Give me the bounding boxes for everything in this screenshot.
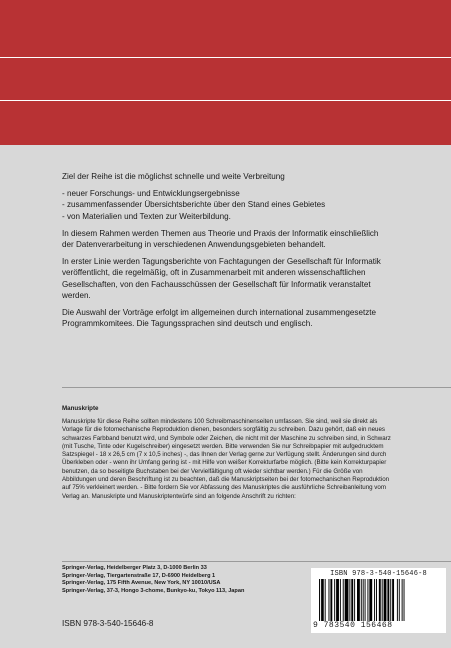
- barcode-bar: [329, 579, 330, 621]
- barcode-bar: [376, 579, 377, 621]
- section-divider: [62, 561, 451, 562]
- isbn-text: ISBN 978-3-540-15646-8: [62, 619, 154, 628]
- barcode-bar: [345, 579, 349, 621]
- barcode-bar: [330, 579, 332, 621]
- band-stripe: [0, 100, 451, 101]
- barcode-bar: [351, 579, 353, 621]
- barcode-bar: [334, 579, 335, 621]
- barcode-bar: [404, 579, 405, 621]
- barcode-bar: [390, 579, 391, 621]
- section-divider: [62, 387, 451, 388]
- goal-item: - neuer Forschungs- und Entwicklungsergebnisse: [62, 189, 240, 199]
- address-line: Springer-Verlag, 175 Fifth Avenue, New York, NY 10010/USA: [62, 580, 221, 587]
- manuscripts-heading: Manuskripte: [62, 405, 99, 412]
- barcode-bar: [379, 579, 381, 621]
- barcode-bars: [319, 579, 439, 621]
- barcode-bar: [369, 579, 372, 621]
- paragraph-proceedings: In erster Linie werden Tagungsberichte von Fachtagungen der Gesellschaft für Informatik veröffentlicht, die regelmäßig, oft in Zusammenarbeit mit anderen wissenschaftlichen Gesellschaften, von den Fachausschüssen der Gesellschaft für Informatik veranstaltet werden.: [62, 257, 381, 300]
- barcode-bar: [387, 579, 389, 621]
- barcode-bar: [365, 579, 366, 621]
- barcode-bar: [319, 579, 320, 621]
- barcode-digits: 9 783540 156468: [313, 621, 393, 630]
- barcode-bar: [361, 579, 362, 621]
- band-stripe: [0, 57, 451, 58]
- cover-red-band: [0, 0, 451, 145]
- barcode-bar: [322, 579, 324, 621]
- barcode-bar: [382, 579, 383, 621]
- barcode-bar: [343, 579, 344, 621]
- barcode-bar: [336, 579, 339, 621]
- barcode-bar: [354, 579, 355, 621]
- barcode-bar: [340, 579, 341, 621]
- manuscripts-body: Manuskripte für diese Reihe sollten mindestens 100 Schreibmaschinenseiten umfassen. Sie sind, weil sie direkt als Vorlage für die fotomechanische Reproduktion dienen, besonders sorgfältig zu schreiben. Dazu gehört, daß ein neues schwarzes Farbband benutzt wird, und Symbole oder Zeichen, die nicht mit der Maschine zu schreiben sind, in Schwarz (mit Tusche, Tinte oder Kugelschreiber) eingesetzt werden. Bitte verwenden Sie nur Schreibpapier mit aufgedrucktem Satzspiegel - 18 x 26,5 cm (7 x 10,5 inches) -, das Ihnen der Verlag gerne zur Verfügung stellt. Änderungen sind durch Überkleben oder - wenn ihr Umfang gering ist - mit Hilfe von weißer Korrekturfarbe möglich. (Bitte kein Korrekturpapier benutzen, da so beseitigte Buchstaben bei der Vervielfältigung oft wieder sichtbar werden.) Für die Größe von Abbildungen und deren Beschriftung ist zu beachten, daß die Manuskriptseiten bei der fotomechanischen Reproduktion auf 75% verkleinert werden. - Bitte fordern Sie vor Abfassung des Manuskriptes die ausführliche Schreibanleitung vom Verlag an. Manuskripte und Manuskriptentwürfe sind an folgende Anschrift zu richten:: [62, 418, 391, 500]
- address-line: Springer-Verlag, Tiergartenstraße 17, D-6900 Heidelberg 1: [62, 572, 216, 579]
- series-description: [62, 171, 387, 335]
- barcode-bar: [402, 579, 403, 621]
- barcode-bar: [325, 579, 326, 621]
- barcode-bar: [367, 579, 368, 621]
- publisher-addresses: [62, 565, 312, 595]
- barcode-bar: [357, 579, 360, 621]
- barcode-isbn-label: ISBN 978-3-540-15646-8: [330, 570, 427, 578]
- barcode-bar: [349, 579, 350, 621]
- paragraph-topics: In diesem Rahmen werden Themen aus Theorie und Praxis der Informatik einschließlich der Datenverarbeitung in verschiedenen Anwendungsgebieten behandelt.: [62, 228, 379, 250]
- address-line: Springer-Verlag, 37-3, Hongo 3-chome, Bunkyo-ku, Tokyo 113, Japan: [62, 587, 245, 594]
- goal-list: [62, 188, 387, 222]
- address-line: Springer-Verlag, Heidelberger Platz 3, D-1000 Berlin 33: [62, 565, 207, 571]
- barcode-bar: [392, 579, 394, 621]
- barcode-bar: [384, 579, 387, 621]
- goal-item: - von Materialien und Texten zur Weiterbildung.: [62, 211, 231, 221]
- barcode-box: [311, 568, 446, 633]
- barcode-bar: [321, 579, 322, 621]
- barcode-bar: [399, 579, 400, 621]
- barcode-bar: [397, 579, 398, 621]
- barcode-bar: [363, 579, 364, 621]
- intro-text: Ziel der Reihe ist die möglichst schnelle und weite Verbreitung: [62, 172, 285, 181]
- barcode-bar: [374, 579, 375, 621]
- paragraph-selection: Die Auswahl der Vorträge erfolgt im allgemeinen durch international zusammengesetzte Programmkomitees. Die Tagungssprachen sind deutsch und englisch.: [62, 308, 377, 329]
- goal-item: - zusammenfassender Übersichtsberichte über den Stand eines Gebietes: [62, 200, 326, 210]
